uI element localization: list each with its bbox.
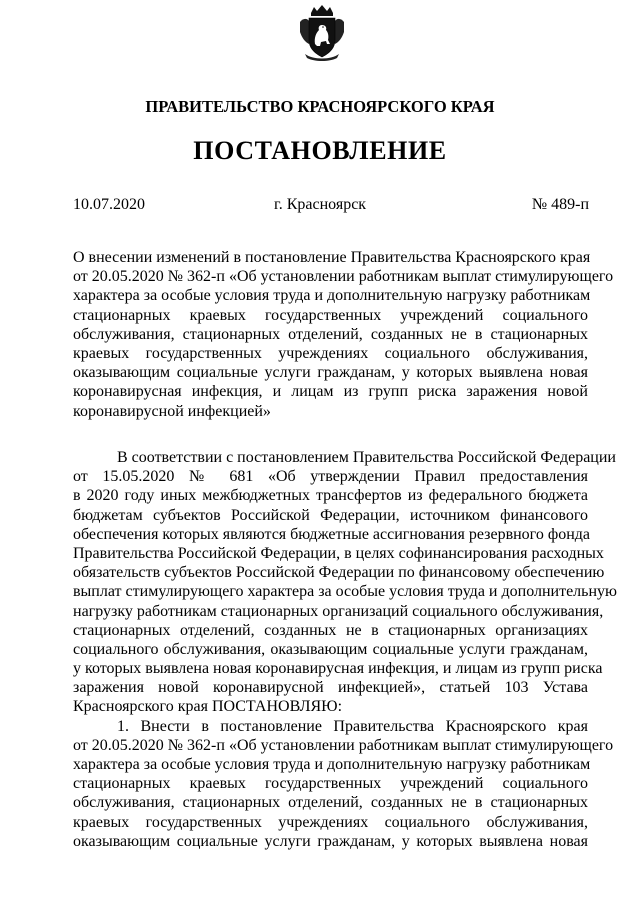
subject-line: коронавирусной инфекцией» [73,402,271,420]
body-line: у которых выявлена новая коронавирусная инфекция, и лицам из групп риска [73,660,603,678]
coat-of-arms-icon [297,4,347,62]
body-line: обеспечения которых являются бюджетные ассигнования резервного фонда [73,525,591,543]
body-line: выплат стимулирующего характера за особые условия труда и дополнительную [73,583,617,601]
document-body [73,448,617,851]
body-line: оказывающим социальные услуги гражданам, у которых выявлена новая [73,832,588,850]
body-line: от 20.05.2020 № 362-п «Об установлении работникам выплат стимулирующего [73,736,614,754]
body-line: В соответствии с постановлением Правительства Российской Федерации [117,449,616,466]
subject-line: краевых государственных учреждениях социального обслуживания, [73,344,588,362]
subject-line: обслуживания, стационарных отделений, созданных не в стационарных [73,325,588,343]
body-line: в 2020 году иных межбюджетных трансфертов из федерального бюджета [73,487,588,505]
body-line: Красноярского края ПОСТАНОВЛЯЮ: [73,698,343,716]
body-line: стационарных отделений, созданных не в стационарных организациях [73,621,588,639]
body-line: социального обслуживания, оказывающим социальные услуги гражданам, [73,640,588,658]
body-line: заражения новой коронавирусной инфекцией», статьей 103 Устава [73,679,588,697]
body-line: характера за особые условия труда и дополнительную нагрузку работникам [73,756,591,773]
document-subject [73,248,614,421]
subject-line: коронавирусная инфекция, и лицам из групп риска заражения новой [73,383,588,401]
document-date: 10.07.2020 [73,196,145,213]
body-line: обязательств субъектов Российской Федерации по финансовому обеспечению [73,564,605,582]
subject-line: оказывающим социальные услуги гражданам, у которых выявлена новая [73,364,588,382]
subject-line: характера за особые условия труда и дополнительную нагрузку работникам [73,287,591,305]
subject-line: О внесении изменений в постановление Правительства Красноярского края [73,249,591,266]
body-line: стационарных краевых государственных учреждений социального [73,775,588,793]
government-title: ПРАВИТЕЛЬСТВО КРАСНОЯРСКОГО КРАЯ [145,97,495,116]
document-number: № 489-п [531,196,589,213]
subject-line: от 20.05.2020 № 362-п «Об установлении работникам выплат стимулирующего [73,268,614,286]
document-type-title: ПОСТАНОВЛЕНИЕ [193,136,447,165]
body-line: Правительства Российской Федерации, в целях софинансирования расходных [73,544,604,562]
subject-line: стационарных краевых государственных учреждений социального [73,306,588,324]
body-line: обслуживания, стационарных отделений, созданных не в стационарных [73,794,588,812]
body-line: нагрузку работникам стационарных организаций социального обслуживания, [73,602,604,620]
document-city: г. Красноярск [273,196,367,213]
body-line: бюджетам субъектов Российской Федерации, источником финансового [73,506,588,524]
body-line: 1. Внести в постановление Правительства Красноярского края [117,717,588,735]
body-line: от 15.05.2020 № 681 «Об утверждении Правил предоставления [73,468,588,486]
body-line: краевых государственных учреждениях социального обслуживания, [73,813,588,831]
